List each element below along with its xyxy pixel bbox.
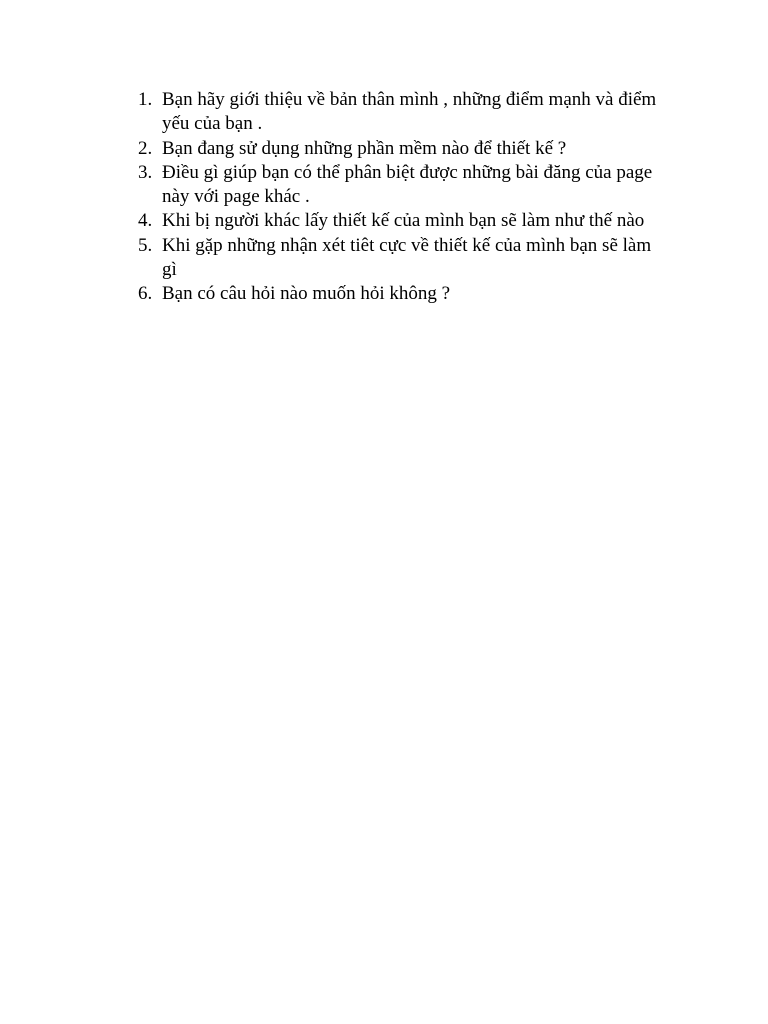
list-item-text: Bạn có câu hỏi nào muốn hỏi không ? (162, 283, 451, 305)
list-item-text: Bạn đang sử dụng những phần mềm nào để thiết kế ? (162, 137, 567, 159)
list-item (138, 88, 668, 137)
list-item-number: 4. (138, 210, 153, 232)
list-item-text: Bạn hãy giới thiệu về bản thân mình , những điểm mạnh và điểm yếu của bạn . (162, 89, 657, 135)
list-item-number: 3. (138, 161, 153, 183)
list-item-number: 6. (138, 283, 153, 305)
list-item-text: Điều gì giúp bạn có thể phân biệt được những bài đăng của page này với page khác . (162, 161, 653, 208)
list-item (138, 234, 668, 283)
list-item (138, 209, 668, 233)
list-item (138, 161, 668, 210)
list-item-number: 2. (138, 137, 153, 159)
question-list (138, 88, 668, 307)
list-item-number: 1. (138, 89, 153, 110)
list-item (138, 282, 668, 306)
list-item-number: 5. (138, 234, 153, 256)
list-item-text: Khi bị người khác lấy thiết kế của mình bạn sẽ làm như thế nào (162, 210, 645, 232)
list-item (138, 137, 668, 161)
list-item-text: Khi gặp những nhận xét tiêt cực về thiết kế của mình bạn sẽ làm gì (162, 234, 652, 281)
